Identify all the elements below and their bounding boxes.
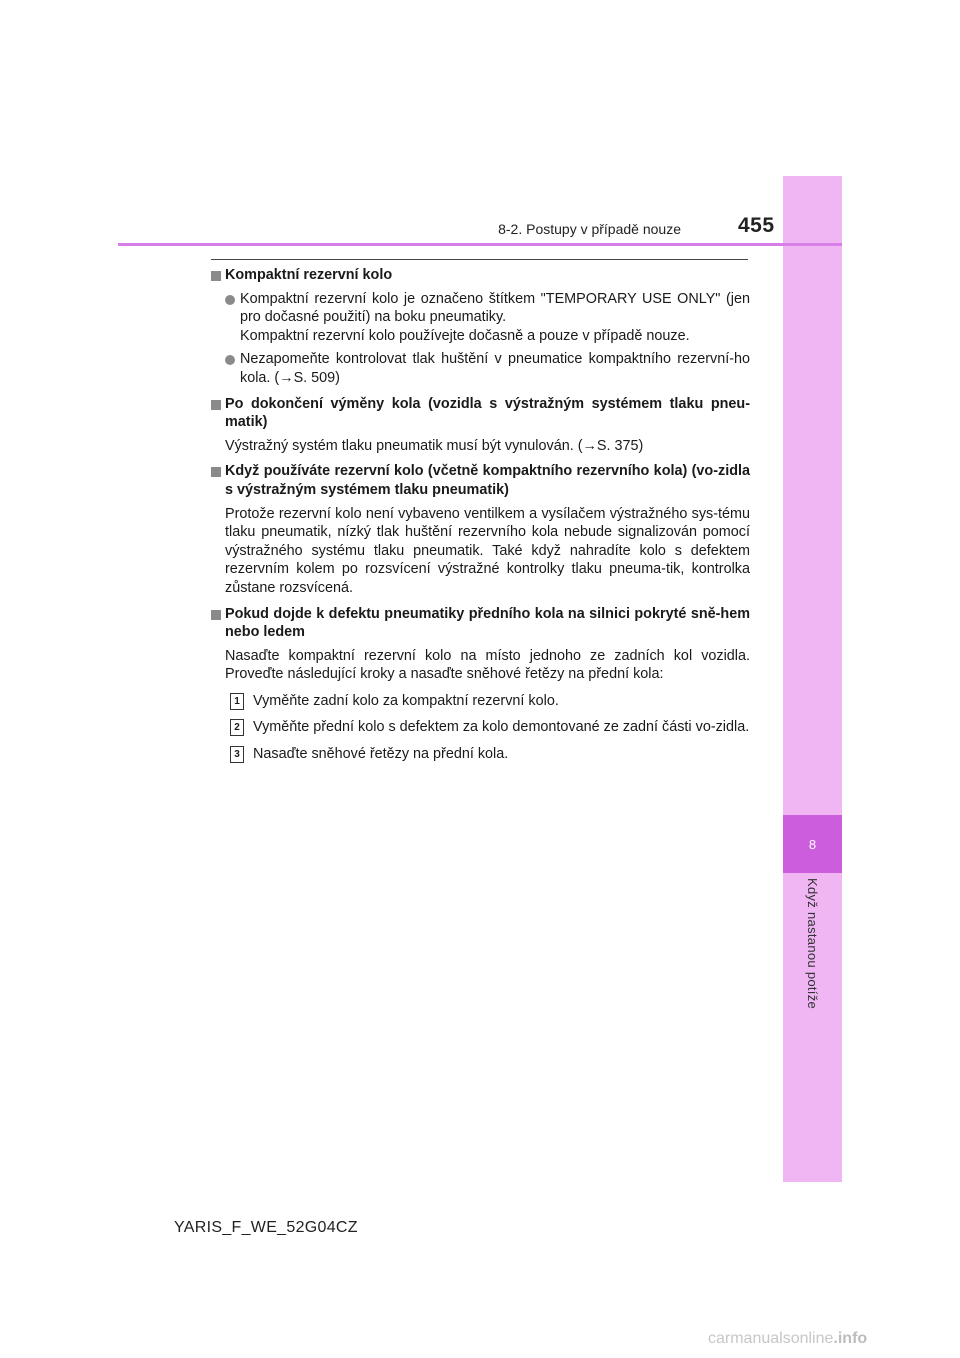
step-number-box: 3 — [230, 746, 244, 763]
section-title: Pokud dojde k defektu pneumatiky předního kola na silnici pokryté sně-hem nebo ledem — [209, 605, 750, 642]
square-bullet-icon — [211, 467, 221, 477]
page-content — [209, 266, 750, 771]
step-number-box: 2 — [230, 719, 244, 736]
square-bullet-icon — [211, 400, 221, 410]
header-divider — [118, 243, 842, 246]
chapter-side-tab — [783, 176, 842, 1182]
list-item: Nezapomeňte kontrolovat tlak huštění v pneumatice kompaktního rezervní-ho kola. (→S. 509) — [209, 350, 750, 387]
section-using-spare-wheel — [209, 462, 750, 597]
chapter-title: Když nastanou potíže — [805, 878, 820, 1010]
list-item: Kompaktní rezervní kolo je označeno štítkem "TEMPORARY USE ONLY" (jen pro dočasné použití) na boku pneumatiky. Kompaktní rezervní kolo používejte dočasně a pouze v případě nouze. — [209, 290, 750, 346]
content-top-rule — [211, 259, 748, 260]
section-text: Výstražný systém tlaku pneumatik musí být vynulován. (→S. 375) — [225, 437, 644, 454]
section-title: Po dokončení výměny kola (vozidla s výstražným systémem tlaku pneu-matik) — [209, 395, 750, 432]
step-item: 3 Nasaďte sněhové řetězy na přední kola. — [209, 745, 750, 764]
square-bullet-icon — [211, 271, 221, 281]
section-after-wheel-change — [209, 395, 750, 456]
section-heading: 8-2. Postupy v případě nouze — [498, 221, 681, 237]
section-title: Kompaktní rezervní kolo — [209, 266, 750, 285]
page-number: 455 — [738, 214, 775, 237]
square-bullet-icon — [211, 610, 221, 620]
document-code: YARIS_F_WE_52G04CZ — [174, 1219, 358, 1236]
chapter-number-tab[interactable]: 8 — [783, 815, 842, 873]
section-text: Protože rezervní kolo není vybaveno ventilkem a vysílačem výstražného sys-tému tlaku pneumatik, nízký tlak huštění rezervního kola nebude signalizován pomocí výstražného systému tlaku pneumatik. Také když nahradíte kolo s defektem rezervním kolem po rozsvícení výstražné kontrolky tlaku pneuma-tik, kontrolka zůstane rozsvícená. — [225, 505, 750, 596]
section-compact-spare — [209, 266, 750, 388]
watermark-site[interactable]: carmanualsonline.info — [708, 1330, 868, 1347]
step-item: 1 Vyměňte zadní kolo za kompaktní rezervní kolo. — [209, 692, 750, 711]
round-bullet-icon — [225, 355, 235, 365]
step-item: 2 Vyměňte přední kolo s defektem za kolo demontované ze zadní části vo-zidla. — [209, 718, 750, 737]
round-bullet-icon — [225, 295, 235, 305]
section-text: Nasaďte kompaktní rezervní kolo na místo jednoho ze zadních kol vozidla. Proveďte následující kroky a nasaďte sněhové řetězy na přední kola: — [225, 647, 750, 683]
step-number-box: 1 — [230, 693, 244, 710]
section-title: Když používáte rezervní kolo (včetně kompaktního rezervního kola) (vo-zidla s výstražným systémem tlaku pneumatik) — [209, 462, 750, 499]
section-front-flat-on-snow — [209, 605, 750, 764]
